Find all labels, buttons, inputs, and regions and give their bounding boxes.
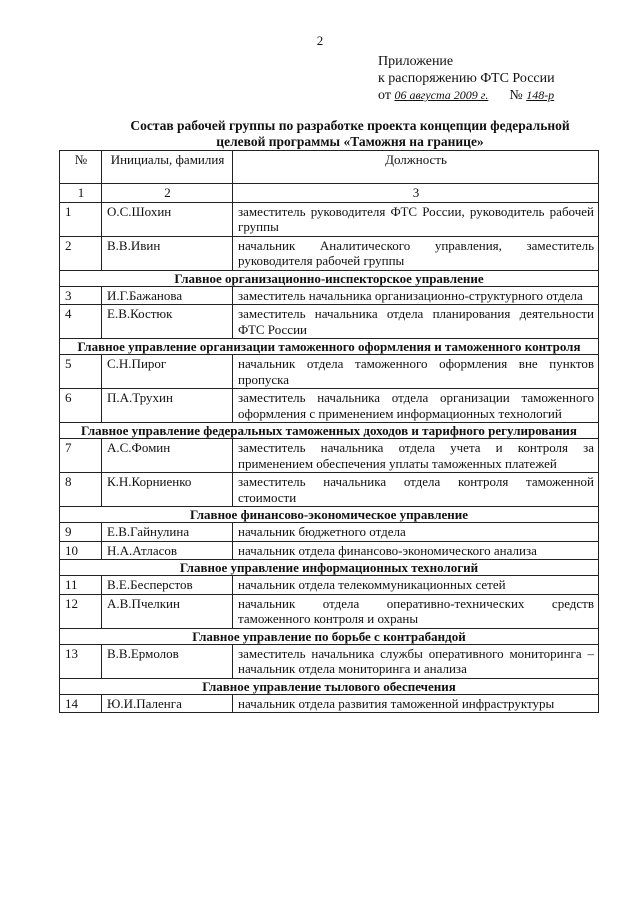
- section-title: Главное управление федеральных таможенных доходов и тарифного регулирования: [60, 423, 599, 439]
- table-body: [60, 202, 599, 713]
- member-name: Ю.И.Паленга: [102, 694, 233, 713]
- appendix-label: Приложение: [378, 54, 454, 69]
- member-position: заместитель начальника отдела планирования деятельности ФТС России: [233, 305, 599, 339]
- table-row: [60, 439, 599, 473]
- document-title: [60, 118, 640, 150]
- from-label: от: [378, 88, 391, 103]
- section-row: [60, 339, 599, 355]
- member-position: начальник отдела таможенного оформления вне пунктов пропуска: [233, 355, 599, 389]
- member-number: 9: [60, 523, 102, 542]
- table-row: [60, 286, 599, 305]
- member-position: начальник Аналитического управления, заместитель руководителя рабочей группы: [233, 236, 599, 270]
- table-row: [60, 541, 599, 560]
- section-title: Главное управление тылового обеспечения: [60, 678, 599, 694]
- table-row: [60, 305, 599, 339]
- member-name: А.В.Пчелкин: [102, 594, 233, 628]
- table-row: [60, 523, 599, 542]
- section-row: [60, 678, 599, 694]
- section-title: Главное управление по борьбе с контрабандой: [60, 628, 599, 644]
- member-name: В.Е.Бесперстов: [102, 576, 233, 595]
- colnum-3: 3: [233, 184, 599, 203]
- table-row: [60, 355, 599, 389]
- member-number: 8: [60, 473, 102, 507]
- member-number: 2: [60, 236, 102, 270]
- section-row: [60, 507, 599, 523]
- section-title: Главное финансово-экономическое управление: [60, 507, 599, 523]
- column-numbers-row: [60, 184, 599, 203]
- member-name: О.С.Шохин: [102, 202, 233, 236]
- table-row: [60, 594, 599, 628]
- member-position: заместитель начальника службы оперативного мониторинга – начальник отдела мониторинга и анализа: [233, 644, 599, 678]
- header-name: Инициалы, фамилия: [102, 151, 233, 184]
- title-line-2: целевой программы «Таможня на границе»: [216, 134, 484, 149]
- order-date: 06 августа 2009 г.: [394, 88, 489, 102]
- member-position: заместитель начальника отдела учета и контроля за применением обеспечения уплаты таможенных платежей: [233, 439, 599, 473]
- table-row: [60, 576, 599, 595]
- section-title: Главное управление организации таможенного оформления и таможенного контроля: [60, 339, 599, 355]
- member-position: заместитель начальника отдела организации таможенного оформления с применением информационных технологий: [233, 389, 599, 423]
- member-number: 10: [60, 541, 102, 560]
- colnum-2: 2: [102, 184, 233, 203]
- member-number: 12: [60, 594, 102, 628]
- member-position: заместитель руководителя ФТС России, руководитель рабочей группы: [233, 202, 599, 236]
- member-name: В.В.Ивин: [102, 236, 233, 270]
- member-position: начальник отдела телекоммуникационных сетей: [233, 576, 599, 595]
- section-title: Главное организационно-инспекторское управление: [60, 270, 599, 286]
- appendix-order-ref: к распоряжению ФТС России: [378, 71, 555, 86]
- member-name: С.Н.Пирог: [102, 355, 233, 389]
- table-row: [60, 236, 599, 270]
- member-number: 3: [60, 286, 102, 305]
- table-row: [60, 389, 599, 423]
- member-name: В.В.Ермолов: [102, 644, 233, 678]
- member-number: 5: [60, 355, 102, 389]
- table-row: [60, 694, 599, 713]
- order-number: 148-р: [526, 88, 555, 102]
- appendix-date-line: [378, 87, 555, 104]
- section-row: [60, 270, 599, 286]
- member-number: 4: [60, 305, 102, 339]
- member-name: Н.А.Атласов: [102, 541, 233, 560]
- member-number: 6: [60, 389, 102, 423]
- number-label: №: [509, 88, 523, 103]
- member-position: начальник отдела финансово-экономического анализа: [233, 541, 599, 560]
- page-number: 2: [316, 33, 324, 48]
- member-number: 14: [60, 694, 102, 713]
- member-name: К.Н.Корниенко: [102, 473, 233, 507]
- section-row: [60, 560, 599, 576]
- member-number: 7: [60, 439, 102, 473]
- member-position: начальник отдела оперативно-технических средств таможенного контроля и охраны: [233, 594, 599, 628]
- member-number: 13: [60, 644, 102, 678]
- member-name: Е.В.Гайнулина: [102, 523, 233, 542]
- colnum-1: 1: [60, 184, 102, 203]
- member-name: П.А.Трухин: [102, 389, 233, 423]
- member-name: А.С.Фомин: [102, 439, 233, 473]
- member-number: 11: [60, 576, 102, 595]
- member-position: заместитель начальника отдела контроля таможенной стоимости: [233, 473, 599, 507]
- section-row: [60, 423, 599, 439]
- header-num: №: [60, 151, 102, 184]
- table-row: [60, 644, 599, 678]
- table-row: [60, 202, 599, 236]
- table-row: [60, 473, 599, 507]
- appendix-block: [378, 53, 555, 104]
- section-title: Главное управление информационных технологий: [60, 560, 599, 576]
- member-number: 1: [60, 202, 102, 236]
- member-position: начальник отдела развития таможенной инфраструктуры: [233, 694, 599, 713]
- header-position: Должность: [233, 151, 599, 184]
- member-position: заместитель начальника организационно-структурного отдела: [233, 286, 599, 305]
- table-header-row: [60, 151, 599, 184]
- working-group-table: [59, 150, 599, 713]
- member-name: Е.В.Костюк: [102, 305, 233, 339]
- member-name: И.Г.Бажанова: [102, 286, 233, 305]
- section-row: [60, 628, 599, 644]
- member-position: начальник бюджетного отдела: [233, 523, 599, 542]
- title-line-1: Состав рабочей группы по разработке проекта концепции федеральной: [130, 118, 570, 133]
